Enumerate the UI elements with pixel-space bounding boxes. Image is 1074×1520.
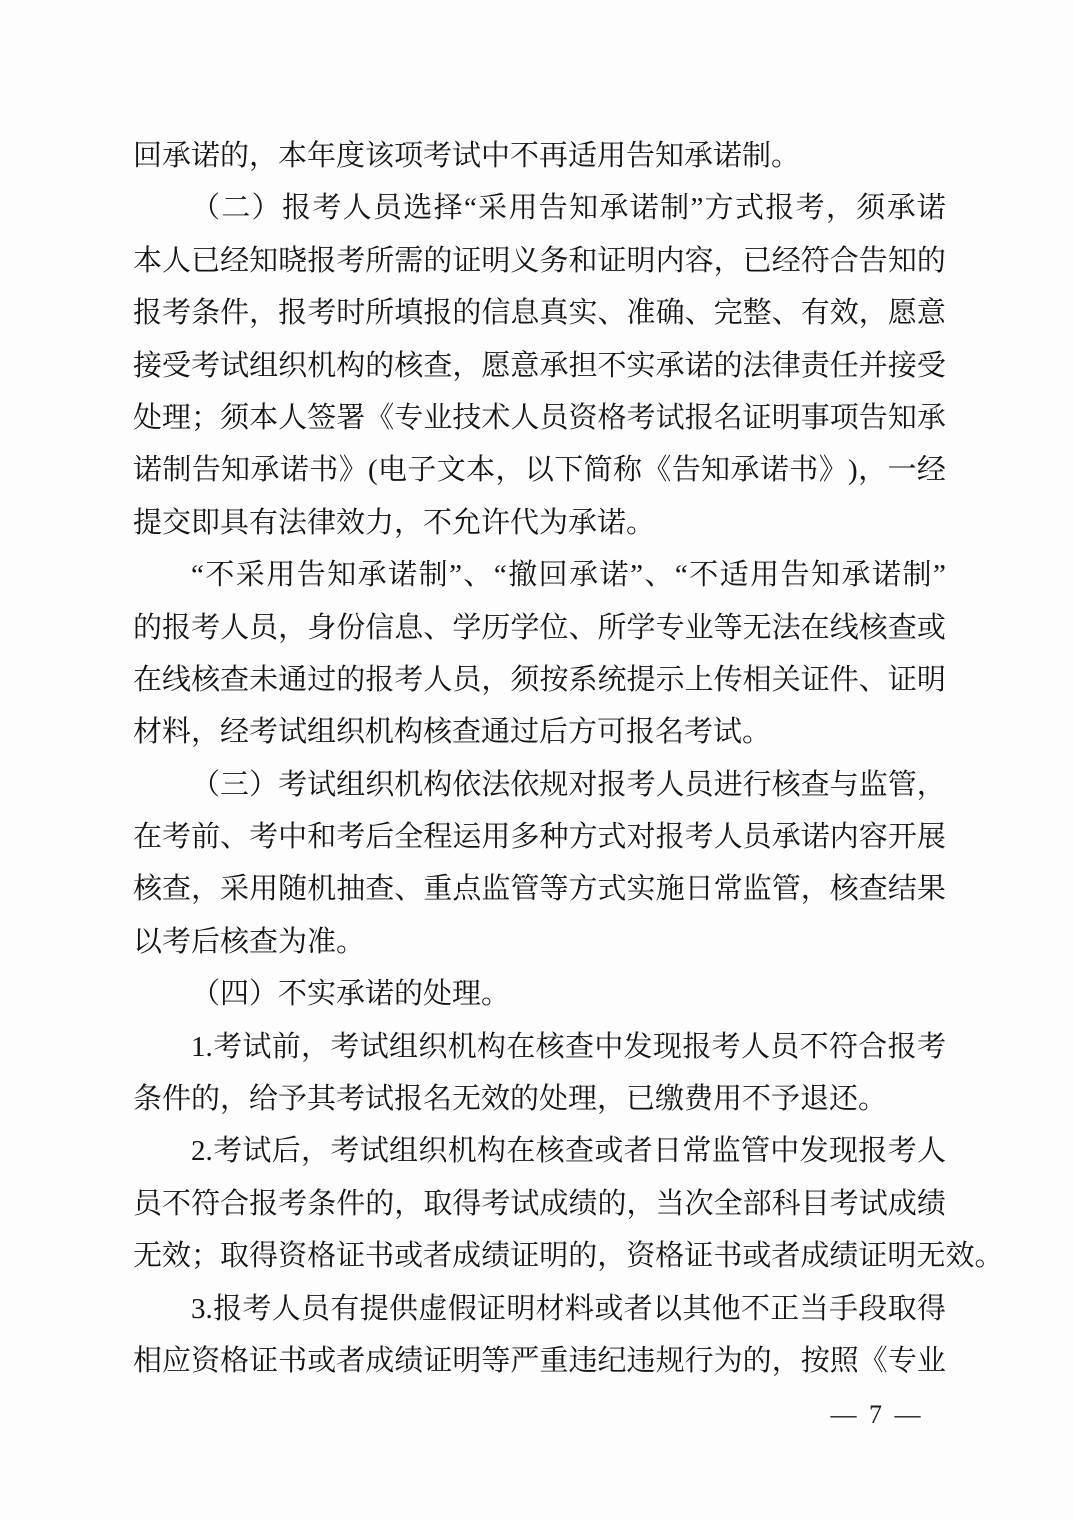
text-block (133, 130, 1004, 1387)
text-line: 3. 报 考 人 员 有 提 供 虚 假 证 明 材 料 或 者 以 其 他 不 正 当 手 段 取 得 (191, 1292, 946, 1325)
text-line: 以考后核查为准。 (133, 925, 366, 958)
page-number: — 7 — (830, 1400, 924, 1429)
text-line: 2. 考 试 后 ， 考 试 组 织 机 构 在 核 查 或 者 日 常 监 管 中 发 现 报 考 人 (191, 1135, 946, 1168)
text-line: 接 受 考 试 组 织 机 构 的 核 查 ， 愿 意 承 担 不 实 承 诺 的 法 律 责 任 并 接 受 (133, 349, 946, 382)
text-line: 员 不 符 合 报 考 条 件 的 ， 取 得 考 试 成 绩 的 ， 当 次 全 部 科 目 考 试 成 绩 (133, 1187, 946, 1220)
text-line: “ 不 采 用 告 知 承 诺 制 ” 、 “ 撤 回 承 诺 ” 、 “ 不 适 用 告 知 承 诺 制 ” (191, 559, 946, 592)
text-line: 本 人 已 经 知 晓 报 考 所 需 的 证 明 义 务 和 证 明 内 容 ， 已 经 符 合 告 知 的 (133, 244, 946, 277)
text-line: 提交即具有法律效力，不允许代为承诺。 (133, 506, 656, 539)
text-line: （ 二 ） 报 考 人 员 选 择 “ 采 用 告 知 承 诺 制 ” 方 式 报 考 ， 须 承 诺 (191, 192, 946, 225)
text-line: 回承诺的，本年度该项考试中不再适用告知承诺制。 (133, 140, 801, 172)
text-line: 相 应 资 格 证 书 或 者 成 绩 证 明 等 严 重 违 纪 违 规 行 为 的 ， 按 照 《 专 业 (133, 1344, 946, 1377)
text-line: 无 效 ； 取 得 资 格 证 书 或 者 成 绩 证 明 的 ， 资 格 证 书 或 者 成 绩 证 明 无 效 。 (133, 1240, 1004, 1273)
text-line: 材料，经考试组织机构核查通过后方可报名考试。 (133, 716, 772, 749)
text-line: （ 三 ） 考 试 组 织 机 构 依 法 依 规 对 报 考 人 员 进 行 核 查 与 监 管 ， (191, 768, 946, 801)
text-line: 诺 制 告 知 承 诺 书 》 ( 电 子 文 本 ， 以 下 简 称 《 告 知 承 诺 书 》 ) ， 一 经 (133, 454, 946, 487)
text-line: 条件的，给予其考试报名无效的处理，已缴费用不予退还。 (133, 1083, 888, 1116)
text-line: 在 考 前 、 考 中 和 考 后 全 程 运 用 多 种 方 式 对 报 考 人 员 承 诺 内 容 开 展 (133, 821, 946, 854)
text-line: 报 考 条 件 ， 报 考 时 所 填 报 的 信 息 真 实 、 准 确 、 完 整 、 有 效 ， 愿 意 (133, 297, 946, 330)
text-line: 1. 考 试 前 ， 考 试 组 织 机 构 在 核 查 中 发 现 报 考 人 员 不 符 合 报 考 (191, 1030, 946, 1063)
text-line: 的 报 考 人 员 ， 身 份 信 息 、 学 历 学 位 、 所 学 专 业 等 无 法 在 线 核 查 或 (133, 611, 946, 644)
text-line: 在 线 核 查 未 通 过 的 报 考 人 员 ， 须 按 系 统 提 示 上 传 相 关 证 件 、 证 明 (133, 663, 946, 696)
text-line: 处 理 ； 须 本 人 签 署 《 专 业 技 术 人 员 资 格 考 试 报 名 证 明 事 项 告 知 承 (133, 401, 946, 434)
text-line: （四）不实承诺的处理。 (191, 978, 511, 1011)
text-line: 核 查 ， 采 用 随 机 抽 查 、 重 点 监 管 等 方 式 实 施 日 常 监 管 ， 核 查 结 果 (133, 873, 946, 906)
